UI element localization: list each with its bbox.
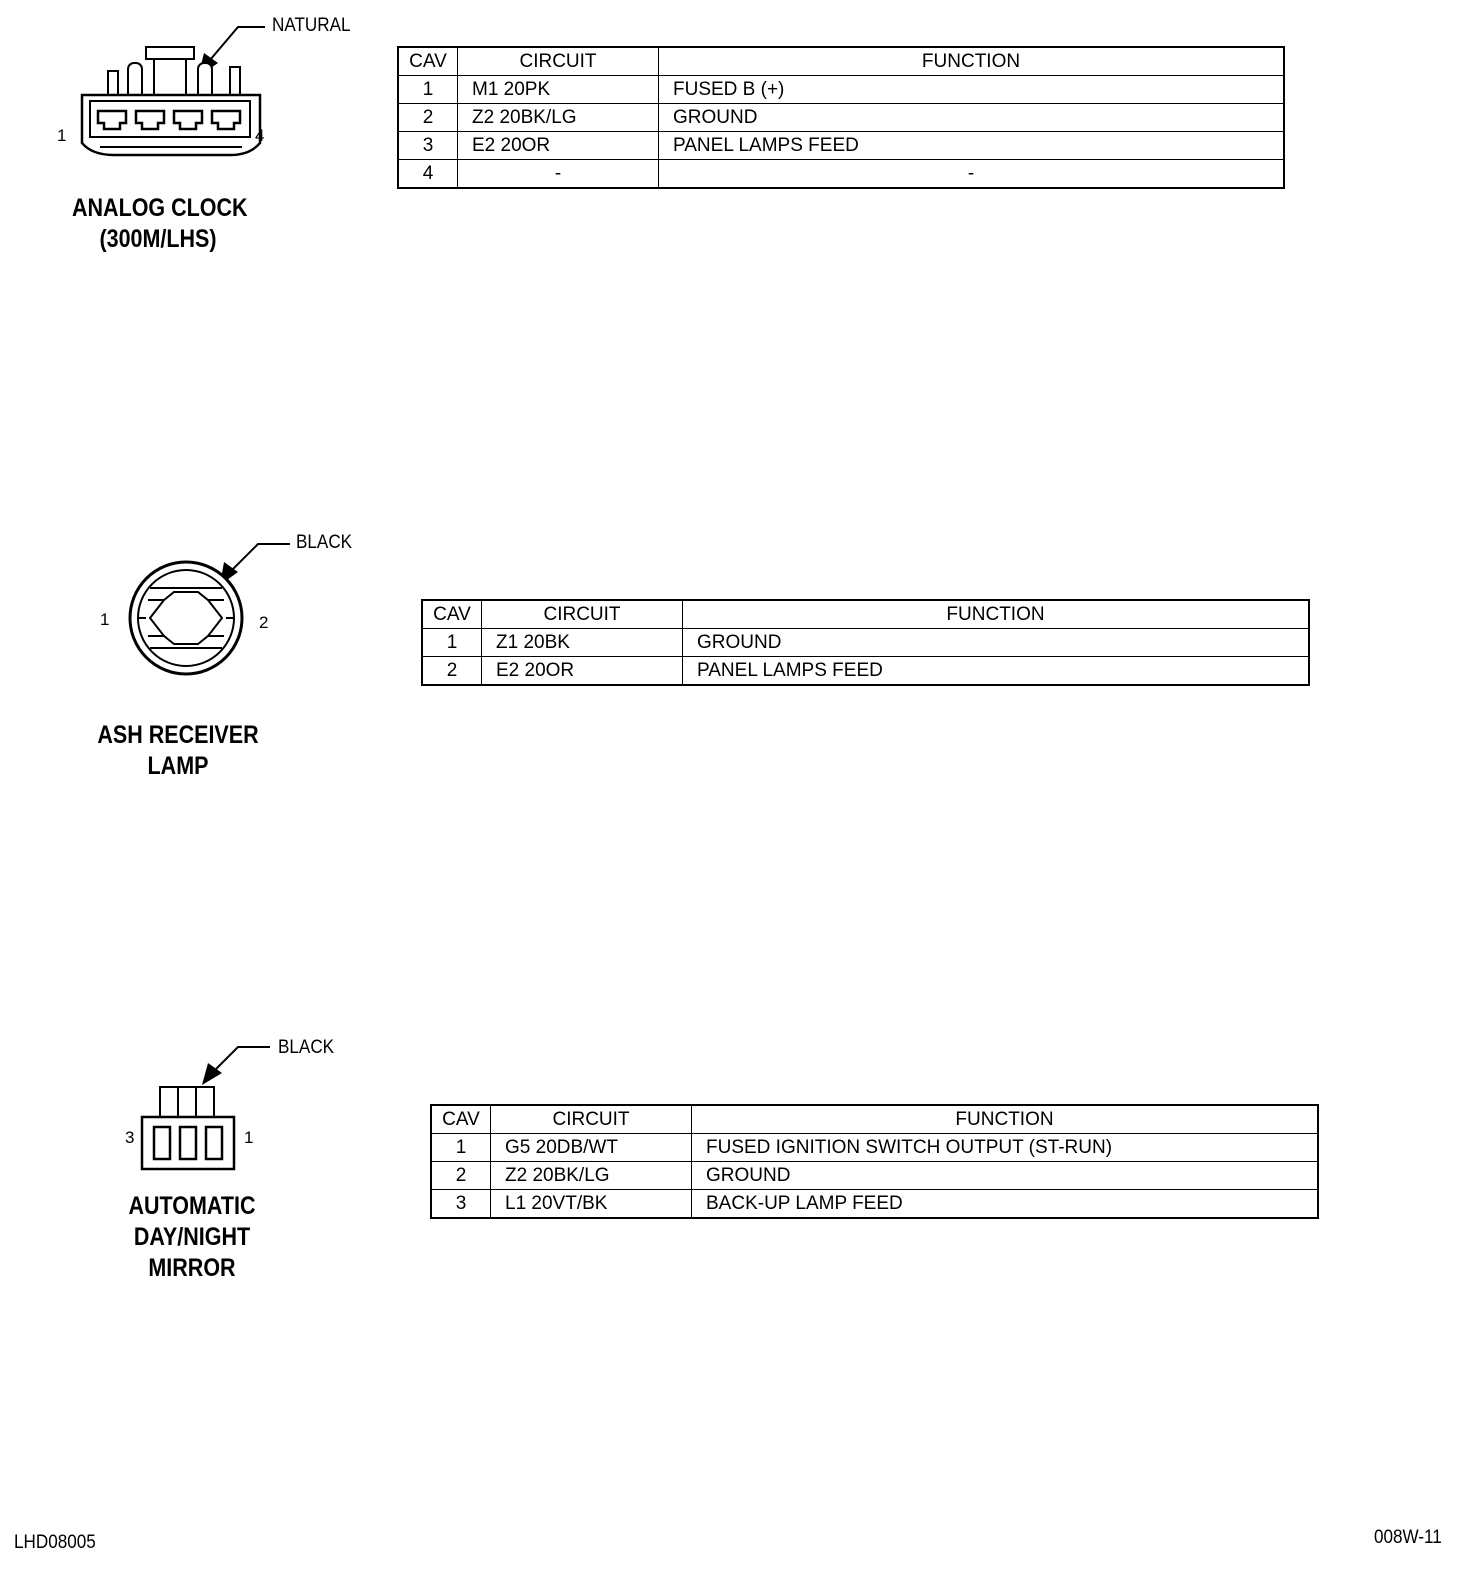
pin-number: 1 <box>100 610 110 629</box>
pinout-table <box>421 599 1310 686</box>
header-cav: CAV <box>398 47 458 76</box>
cav-cell: 2 <box>431 1162 491 1190</box>
pin-number: 2 <box>259 613 269 632</box>
table-header-row <box>398 47 1284 76</box>
function-cell: GROUND <box>692 1162 1319 1190</box>
function-cell: - <box>659 160 1285 189</box>
cav-cell: 3 <box>431 1190 491 1219</box>
table-row <box>422 657 1309 686</box>
table-header-row <box>431 1105 1318 1134</box>
table-row <box>431 1162 1318 1190</box>
connector-caption: ASH RECEIVER LAMP <box>97 721 259 780</box>
circuit-cell: M1 20PK <box>458 76 659 104</box>
pin-number: 1 <box>244 1128 254 1147</box>
circuit-cell: G5 20DB/WT <box>491 1134 692 1162</box>
header-function: FUNCTION <box>692 1105 1319 1134</box>
circuit-cell: L1 20VT/BK <box>491 1190 692 1219</box>
header-function: FUNCTION <box>683 600 1310 629</box>
page-id-right: 008W-11 <box>1374 1527 1442 1548</box>
function-cell: BACK-UP LAMP FEED <box>692 1190 1319 1219</box>
circuit-cell: Z1 20BK <box>482 629 683 657</box>
header-circuit: CIRCUIT <box>491 1105 692 1134</box>
cav-cell: 1 <box>398 76 458 104</box>
function-cell: PANEL LAMPS FEED <box>659 132 1285 160</box>
cav-cell: 1 <box>431 1134 491 1162</box>
connector-caption: AUTOMATIC DAY/NIGHT MIRROR <box>128 1192 256 1282</box>
connector-color-label: BLACK <box>296 532 353 553</box>
table-header-row <box>422 600 1309 629</box>
function-cell: GROUND <box>683 629 1310 657</box>
circuit-cell: E2 20OR <box>482 657 683 686</box>
table-row <box>398 76 1284 104</box>
ash-receiver-lamp-connector-drawing <box>120 530 300 680</box>
table-row <box>422 629 1309 657</box>
function-cell: PANEL LAMPS FEED <box>683 657 1310 686</box>
cav-cell: 1 <box>422 629 482 657</box>
pinout-table <box>397 46 1285 189</box>
header-function: FUNCTION <box>659 47 1285 76</box>
pin-number: 3 <box>125 1128 135 1147</box>
header-circuit: CIRCUIT <box>482 600 683 629</box>
figure-id-left: LHD08005 <box>14 1532 96 1553</box>
pinout-table <box>430 1104 1319 1219</box>
header-circuit: CIRCUIT <box>458 47 659 76</box>
connector-caption: ANALOG CLOCK (300M/LHS) <box>72 194 248 253</box>
function-cell: FUSED B (+) <box>659 76 1285 104</box>
cav-cell: 2 <box>422 657 482 686</box>
circuit-cell: E2 20OR <box>458 132 659 160</box>
mirror-connector-drawing <box>130 1035 280 1175</box>
table-row <box>431 1190 1318 1219</box>
cav-cell: 4 <box>398 160 458 189</box>
table-row <box>398 104 1284 132</box>
header-cav: CAV <box>431 1105 491 1134</box>
connector-color-label: BLACK <box>278 1037 335 1058</box>
table-row <box>398 160 1284 189</box>
cav-cell: 2 <box>398 104 458 132</box>
cav-cell: 3 <box>398 132 458 160</box>
table-row <box>431 1134 1318 1162</box>
header-cav: CAV <box>422 600 482 629</box>
function-cell: FUSED IGNITION SWITCH OUTPUT (ST-RUN) <box>692 1134 1319 1162</box>
circuit-cell: - <box>458 160 659 189</box>
pin-number: 4 <box>255 126 265 145</box>
circuit-cell: Z2 20BK/LG <box>458 104 659 132</box>
function-cell: GROUND <box>659 104 1285 132</box>
pin-number: 1 <box>57 126 67 145</box>
table-row <box>398 132 1284 160</box>
connector-color-label: NATURAL <box>272 15 351 36</box>
circuit-cell: Z2 20BK/LG <box>491 1162 692 1190</box>
